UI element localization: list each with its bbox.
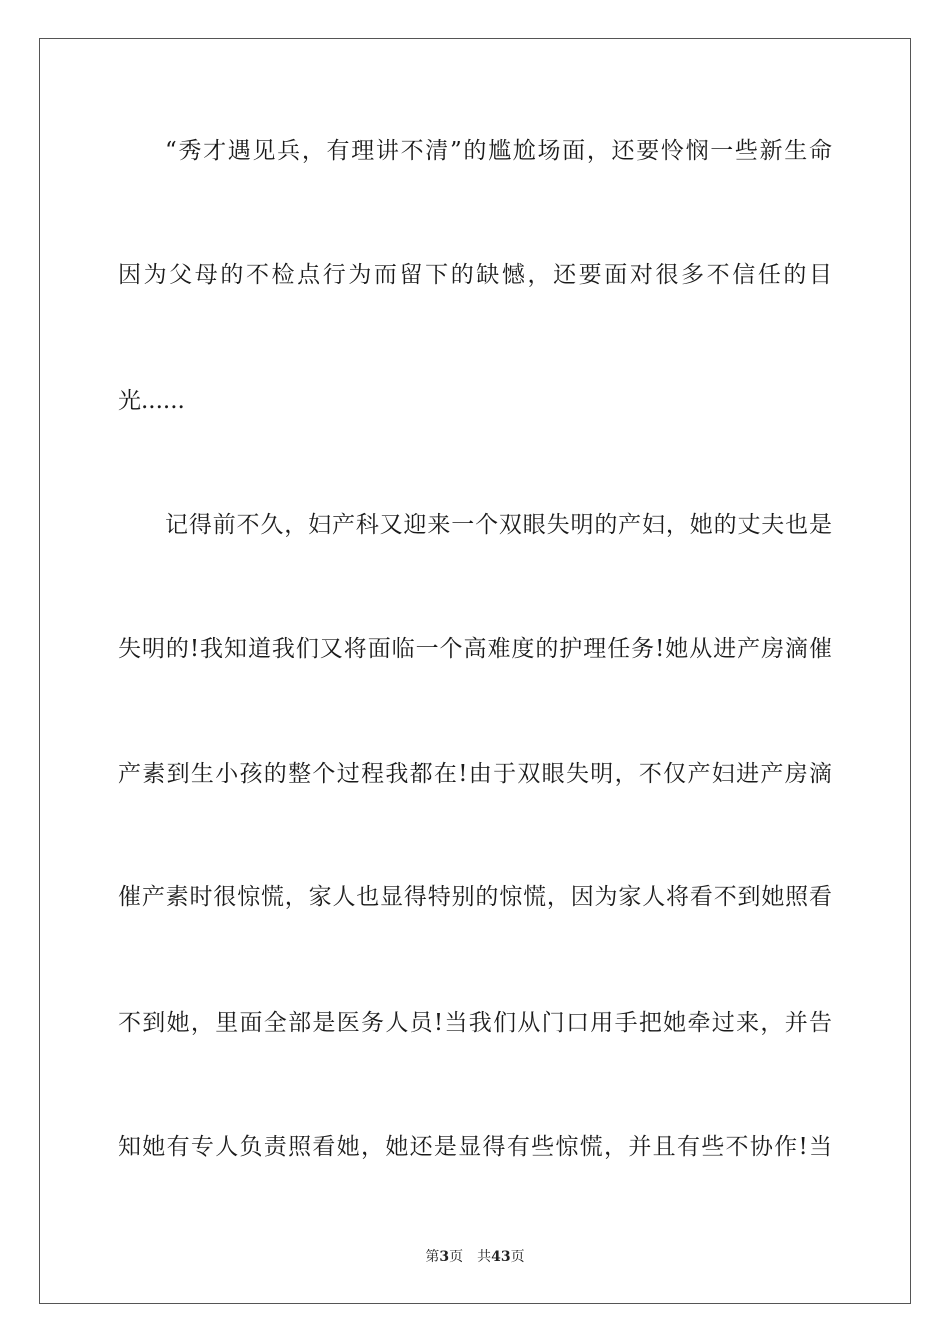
paragraph-line: 不到她，里面全部是医务人员!当我们从门口用手把她牵过来，并告 [118,1010,832,1036]
total-prefix: 共 [477,1249,492,1265]
paragraph-line: 失明的!我知道我们又将面临一个高难度的护理任务!她从进产房滴催 [118,636,832,662]
total-pages: 43 [491,1249,511,1265]
page-suffix: 页 [449,1249,464,1265]
paragraph-line: 产素到生小孩的整个过程我都在!由于双眼失明，不仅产妇进产房滴 [118,761,832,787]
paragraph-line: 因为父母的不检点行为而留下的缺憾，还要面对很多不信任的目 [118,262,832,288]
paragraph-line: 光...... [118,388,185,414]
paragraph-line: 记得前不久，妇产科又迎来一个双眼失明的产妇，她的丈夫也是 [165,512,832,538]
paragraph-line: “秀才遇见兵，有理讲不清”的尴尬场面，还要怜悯一些新生命 [165,138,832,164]
page-footer [0,1248,950,1266]
page-prefix: 第 [425,1249,440,1265]
paragraph-line: 知她有专人负责照看她，她还是显得有些惊慌，并且有些不协作!当 [118,1134,832,1160]
page-number: 3 [439,1249,450,1265]
paragraph-line: 催产素时很惊慌，家人也显得特别的惊慌，因为家人将看不到她照看 [118,884,832,910]
total-suffix: 页 [510,1249,525,1265]
page-border [39,38,911,1304]
